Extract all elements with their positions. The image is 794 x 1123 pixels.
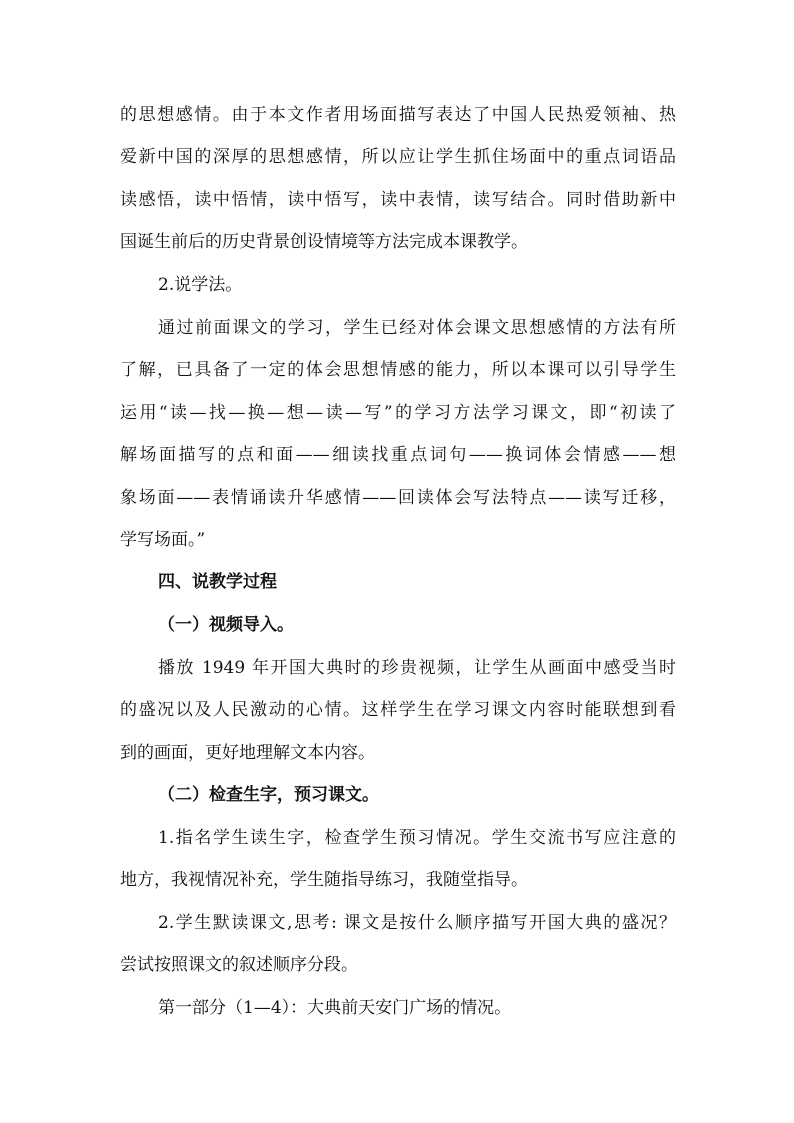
paragraph-line: 爱新中国的深厚的思想感情，所以应让学生抓住场面中的重点词语品 bbox=[120, 147, 676, 167]
section-label: 2.说学法。 bbox=[158, 275, 243, 295]
paragraph-line: 了解，已具备了一定的体会思想情感的能力，所以本课可以引导学生 bbox=[120, 360, 676, 380]
paragraph-line: 播放 1949 年开国大典时的珍贵视频，让学生从画面中感受当时 bbox=[158, 658, 676, 678]
paragraph-line: 通过前面课文的学习，学生已经对体会课文思想感情的方法有所 bbox=[158, 318, 676, 338]
paragraph-line: 读感悟，读中悟情，读中悟写，读中表情，读写结合。同时借助新中 bbox=[120, 190, 676, 210]
paragraph-line: 尝试按照课文的叙述顺序分段。 bbox=[120, 955, 358, 975]
paragraph-line: 2.学生默读课文,思考: 课文是按什么顺序描写开国大典的盛况？ bbox=[158, 913, 676, 933]
paragraph-line: 第一部分（1—4）：大典前天安门广场的情况。 bbox=[158, 998, 512, 1018]
subsection-heading: （二）检查生字，预习课文。 bbox=[158, 785, 379, 805]
paragraph-line: 的盛况以及人民激动的心情。这样学生在学习课文内容时能联想到看 bbox=[120, 700, 676, 720]
paragraph-line: 解场面描写的点和面——细读找重点词句——换词体会情感——想 bbox=[120, 445, 676, 465]
paragraph-line: 的思想感情。由于本文作者用场面描写表达了中国人民热爱领袖、热 bbox=[120, 105, 676, 125]
subsection-heading: （一）视频导入。 bbox=[158, 615, 294, 635]
section-heading: 四、说教学过程 bbox=[158, 572, 277, 592]
paragraph-line: 学写场面。” bbox=[120, 530, 206, 550]
paragraph-line: 地方，我视情况补充，学生随指导练习，我随堂指导。 bbox=[120, 870, 528, 890]
paragraph-line: 1.指名学生读生字，检查学生预习情况。学生交流书写应注意的 bbox=[158, 828, 676, 848]
paragraph-line: 象场面——表情诵读升华感情——回读体会写法特点——读写迁移， bbox=[120, 488, 676, 508]
paragraph-line: 运用“读—找—换—想—读—写”的学习方法学习课文，即“初读了 bbox=[120, 403, 676, 423]
paragraph-line: 到的画面，更好地理解文本内容。 bbox=[120, 743, 375, 763]
paragraph-line: 国诞生前后的历史背景创设情境等方法完成本课教学。 bbox=[120, 232, 528, 252]
